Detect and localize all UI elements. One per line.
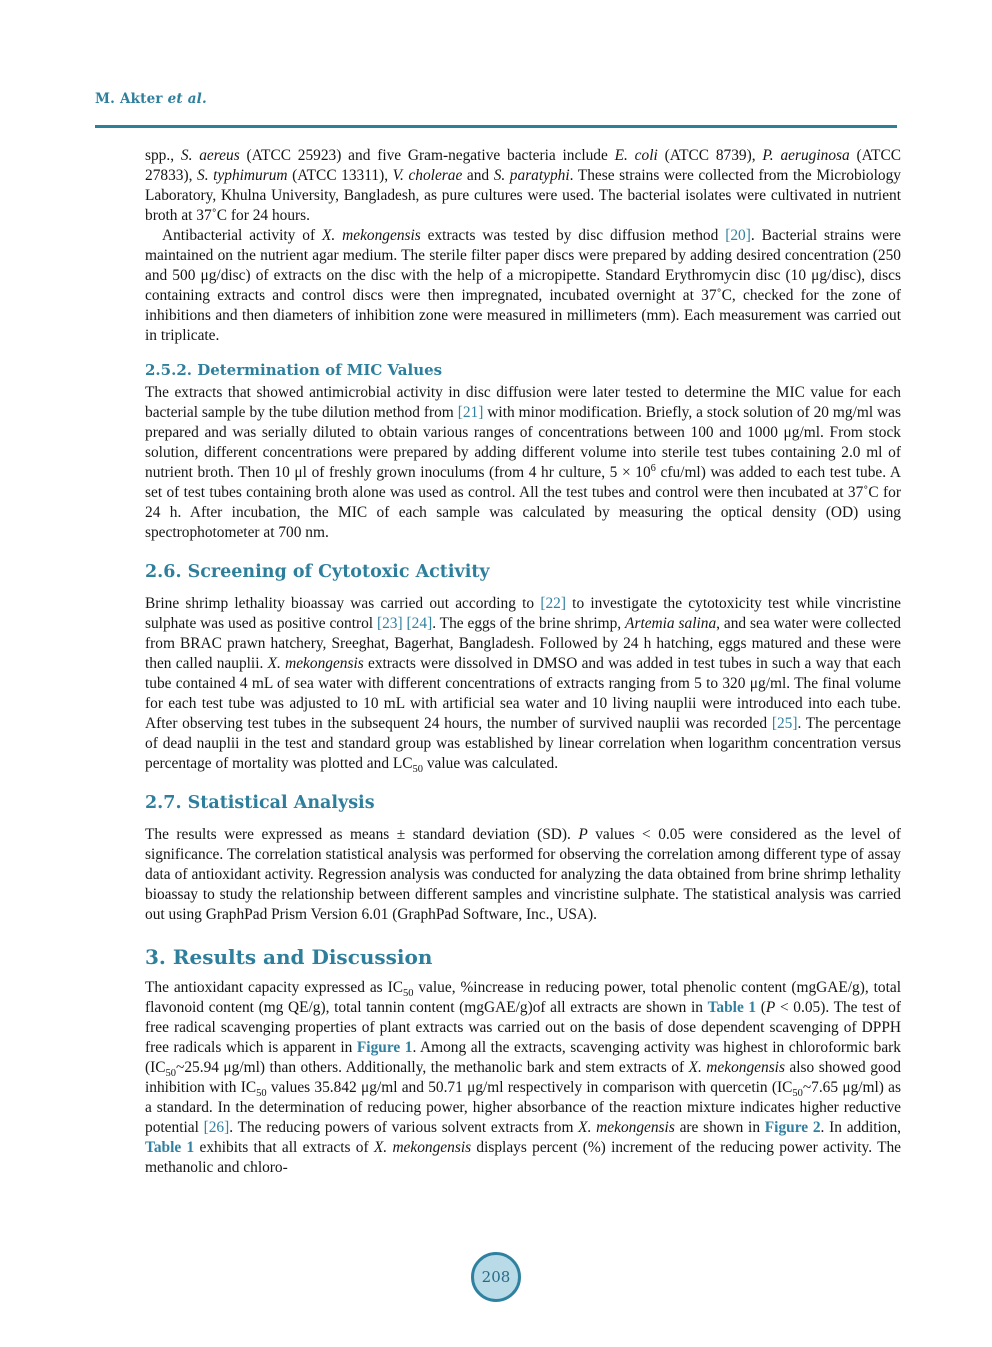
- text-run: spp.,: [145, 147, 181, 164]
- text-run: (ATCC 27833),: [145, 147, 901, 184]
- text-run: values < 0.05 were considered as the level of significance. The correlation statistical analysis was performed for observing the correlation among different type of assay data of antioxidant activity. Regression analysis was conducted for analyzing the data obtained from brine shrimp lethality bioassay to study the relationship between different samples and vincristine sulphate. The statistical analysis was carried out using GraphPad Prism Version 6.01 (GraphPad Software, Inc., USA).: [145, 826, 901, 923]
- citation-link[interactable]: [26]: [203, 1119, 230, 1136]
- text-run: are shown in: [674, 1119, 765, 1136]
- citation-link[interactable]: [21]: [457, 404, 484, 421]
- text-run: (ATCC 25923) and five Gram-negative bacteria include: [239, 147, 615, 164]
- citation-link[interactable]: [22]: [540, 595, 566, 612]
- text-run: ~7.65 μg/ml) as a standard. In the determination of reducing power, higher absorbance of the reaction mixture indicates higher reductive potential: [145, 1079, 901, 1136]
- species-name-italic: S. aereus: [180, 147, 240, 164]
- species-name-italic: P. aeruginosa: [762, 147, 850, 164]
- text-run: The results were expressed as means ± standard deviation (SD).: [145, 826, 579, 843]
- text-run: (ATCC 8739),: [657, 147, 763, 164]
- running-head: [95, 91, 207, 107]
- subscript-text: 50: [412, 764, 424, 776]
- text-run: with minor modification. Briefly, a stock solution of 20 mg/ml was prepared and was serially diluted to obtain various ranges of concentrations between 100 and 1000 μg/ml. From stock solution, different concentrations were prepared by adding different volume into sterile test tubes containing 2.0 ml of nutrient broth. Then 10 μl of freshly grown inoculums (from 4 hr culture, 5 × 10: [145, 404, 901, 481]
- text-run: The extracts that showed antimicrobial activity in disc diffusion were later tested to determine the MIC value for each bacterial sample by the tube dilution method from: [145, 384, 901, 421]
- article-body: [145, 146, 901, 1178]
- page-number-badge: [471, 1252, 521, 1302]
- subscript-text: 50: [256, 1088, 267, 1100]
- species-name-italic: X. mekongensis: [267, 655, 364, 672]
- superscript-text: 6: [650, 462, 656, 474]
- species-name-italic: Artemia salina: [625, 615, 717, 632]
- paragraph: [145, 594, 901, 774]
- species-name-italic: X. mekongensis: [321, 227, 421, 244]
- text-run: extracts was tested by disc diffusion method: [420, 227, 726, 244]
- citation-link[interactable]: [20]: [725, 227, 751, 244]
- section-heading: 3. Results and Discussion: [145, 945, 433, 969]
- text-run: < 0.05). The test of free radical scavenging properties of plant extracts was carried out on the basis of dose dependent scavenging of DPPH free radicals which is apparent in: [145, 999, 901, 1056]
- text-run: . The eggs of the brine shrimp,: [432, 615, 626, 632]
- section-heading: 2.7. Statistical Analysis: [145, 793, 375, 813]
- text-run: . Bacterial strains were maintained on the nutrient agar medium. The sterile filter paper discs were prepared by adding desired concentration (250 and 500 μg/disc) of extracts on the disc with the help of a micropipette. Standard Erythromycin disc (10 μg/disc), discs containing extracts and control discs were then impregnated, incubated overnight at 37˚C, checked for the zone of inhibitions and then diameters of inhibition zone were measured in millimeters (mm). Each measurement was carried out in triplicate.: [145, 227, 901, 344]
- text-run: exhibits that all extracts of: [194, 1139, 374, 1156]
- header-rule: [95, 125, 897, 128]
- species-name-italic: X. mekongensis: [373, 1139, 472, 1156]
- page-number: 208: [481, 1268, 511, 1286]
- text-run: extracts were dissolved in DMSO and was added in test tubes in such a way that each tube contained 4 mL of sea water with different concentrations of extracts ranging from 5 to 320 μg/ml. The final volume for each test tube was adjusted to 10 mL with artificial sea water and 10 living nauplii were introduced into each tube. After observing test tubes in the subsequent 24 hours, the number of survived nauplii was recorded: [145, 655, 902, 732]
- running-head-etal: et al.: [167, 91, 207, 107]
- subscript-text: 50: [402, 988, 414, 1000]
- text-run: value, %increase in reducing power, total phenolic content (mgGAE/g), total flavonoid content (mg QE/g), total tannin content (mgGAE/g)of all extracts are shown in: [145, 979, 901, 1016]
- text-run: Brine shrimp lethality bioassay was carried out according to: [145, 595, 541, 612]
- paragraph: [145, 383, 901, 543]
- text-run: value was calculated.: [423, 755, 559, 772]
- text-run: . Among all the extracts, scavenging activity was highest in chloroformic bark (IC: [145, 1039, 901, 1076]
- species-name-italic: V. cholerae: [392, 167, 463, 184]
- species-name-italic: S. typhimurum: [197, 167, 288, 184]
- text-run: also showed good inhibition with IC: [145, 1059, 901, 1096]
- text-run: displays percent (%) increment of the reducing power activity. The methanolic and chloro-: [145, 1139, 901, 1176]
- subscript-text: 50: [165, 1068, 176, 1080]
- text-run: to investigate the cytotoxicity test while vincristine sulphate was used as positive control: [145, 595, 901, 632]
- citation-link[interactable]: [25]: [771, 715, 798, 732]
- text-run: . The reducing powers of various solvent extracts from: [229, 1119, 579, 1136]
- text-run: (: [756, 999, 766, 1016]
- paragraph: [145, 146, 901, 226]
- citation-link[interactable]: [23]: [376, 615, 403, 632]
- text-run: cfu/ml) was added to each test tube. A set of test tubes containing broth alone was used as control. All the test tubes and control were then incubated at 37˚C for 24 h. After incubation, the MIC of each sample was calculated by measuring the optical density (OD) using spectrophotometer at 700 nm.: [145, 464, 901, 541]
- species-name-italic: X. mekongensis: [578, 1119, 675, 1136]
- text-run: ~25.94 μg/ml) than others. Additionally, the methanolic bark and stem extracts of: [176, 1059, 689, 1076]
- paragraph: [145, 825, 901, 925]
- species-name-italic: E. coli: [614, 147, 658, 164]
- species-name-italic: S. paratyphi: [493, 167, 570, 184]
- running-head-author: M. Akter: [95, 91, 168, 107]
- section-heading: 2.5.2. Determination of MIC Values: [145, 361, 443, 379]
- text-run: The antioxidant capacity expressed as IC: [145, 979, 403, 996]
- cross-reference-link[interactable]: Figure 1: [356, 1039, 413, 1056]
- species-name-italic: X. mekongensis: [688, 1059, 785, 1076]
- paragraph: [145, 978, 901, 1178]
- text-run: Antibacterial activity of: [162, 227, 322, 244]
- species-name-italic: P: [578, 826, 588, 843]
- cross-reference-link[interactable]: Table 1: [707, 999, 757, 1016]
- text-run: , and sea water were collected from BRAC prawn hatchery, Sreeghat, Bagerhat, Bangladesh. Followed by 24 h hatching, eggs matured and these were then called nauplii.: [145, 615, 901, 672]
- species-name-italic: P: [765, 999, 776, 1016]
- cross-reference-link[interactable]: Table 1: [145, 1139, 195, 1156]
- text-run: . These strains were collected from the Microbiology Laboratory, Khulna University, Bangladesh, as pure cultures were used. The bacterial isolates were cultivated in nutrient broth at 37˚C for 24 hours.: [145, 167, 901, 224]
- section-heading: 2.6. Screening of Cytotoxic Activity: [145, 562, 490, 582]
- text-run: (ATCC 13311),: [287, 167, 393, 184]
- paragraph: [145, 226, 901, 346]
- subscript-text: 50: [792, 1088, 803, 1100]
- cross-reference-link[interactable]: Figure 2: [764, 1119, 821, 1136]
- text-run: . The percentage of dead nauplii in the test and standard group was established by linear correlation when logarithm concentration versus percentage of mortality was plotted and LC: [145, 715, 901, 772]
- text-run: . In addition,: [820, 1119, 902, 1136]
- citation-link[interactable]: [24]: [406, 615, 433, 632]
- text-run: values 35.842 μg/ml and 50.71 μg/ml respectively in comparison with quercetin (IC: [266, 1079, 793, 1096]
- text-run: and: [462, 167, 494, 184]
